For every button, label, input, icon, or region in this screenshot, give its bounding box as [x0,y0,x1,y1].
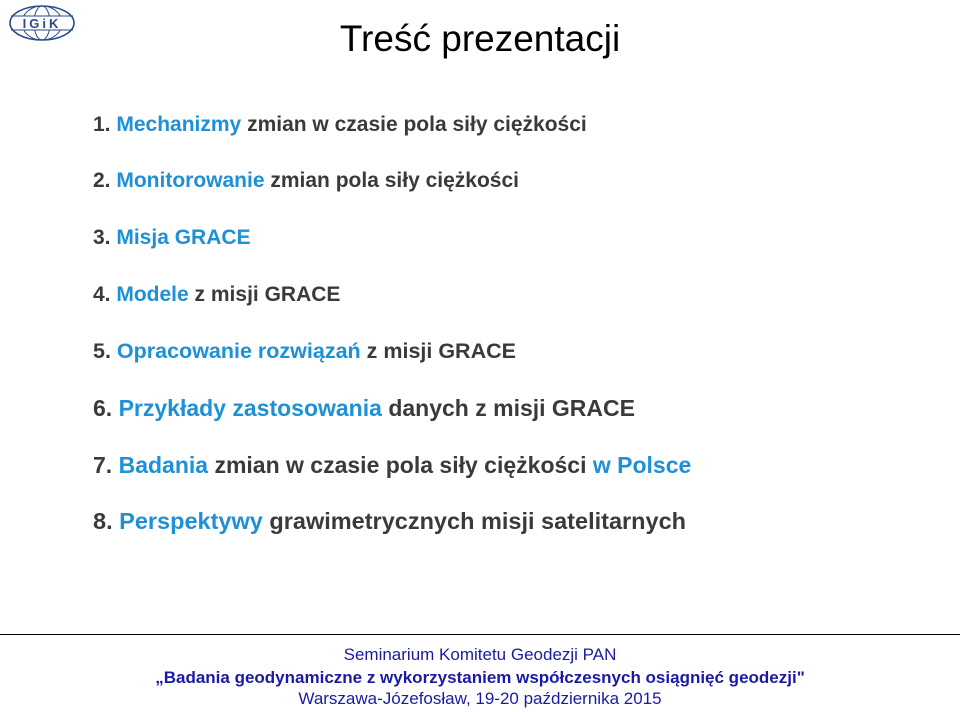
agenda-item-8 [93,508,686,535]
agenda-highlight: Badania [118,452,209,478]
agenda-number: 2. [93,169,111,192]
agenda-number: 6. [93,395,113,421]
agenda-highlight: Mechanizmy [116,113,242,136]
agenda-highlight: Przykłady zastosowania [118,395,382,421]
agenda-number: 4. [93,283,111,306]
agenda-highlight: Misja GRACE [116,226,251,249]
agenda-rest: grawimetrycznych misji satelitarnych [269,508,687,534]
agenda-highlight: Modele [116,283,189,306]
agenda-item-6 [93,395,635,422]
agenda-rest: zmian pola siły ciężkości [270,169,519,192]
page-title: Treść prezentacji [339,18,621,59]
footer-divider [0,634,960,635]
agenda-number: 1. [93,113,111,136]
agenda-rest: zmian w czasie pola siły ciężkości [214,452,587,478]
agenda-rest: z misji GRACE [366,339,516,363]
agenda-number: 8. [93,508,113,534]
agenda-item-5 [93,339,516,364]
agenda-number: 7. [93,452,113,478]
agenda-rest: danych z misji GRACE [388,395,635,421]
agenda-rest: zmian w czasie pola siły ciężkości [247,113,587,136]
footer-location-date: Warszawa-Józefosław, 19-20 października 2015 [298,689,662,708]
agenda-item-4 [93,283,340,307]
agenda-rest: z misji GRACE [194,283,341,306]
agenda-highlight: Perspektywy [119,508,263,534]
agenda-item-1 [93,113,587,137]
agenda-item-7 [93,452,691,479]
agenda-highlight: Monitorowanie [116,169,265,192]
agenda-item-2 [93,169,519,193]
agenda-item-3 [93,226,251,250]
agenda-highlight: Opracowanie rozwiązań [116,339,361,363]
agenda-number: 5. [93,339,111,363]
footer-seminar: Seminarium Komitetu Geodezji PAN [343,645,617,664]
agenda-number: 3. [93,226,111,249]
footer-event-title: „Badania geodynamiczne z wykorzystaniem współczesnych osiągnięć geodezji" [155,668,805,687]
agenda-highlight-2: w Polsce [592,452,692,478]
logo-text: IGiK [22,16,62,31]
